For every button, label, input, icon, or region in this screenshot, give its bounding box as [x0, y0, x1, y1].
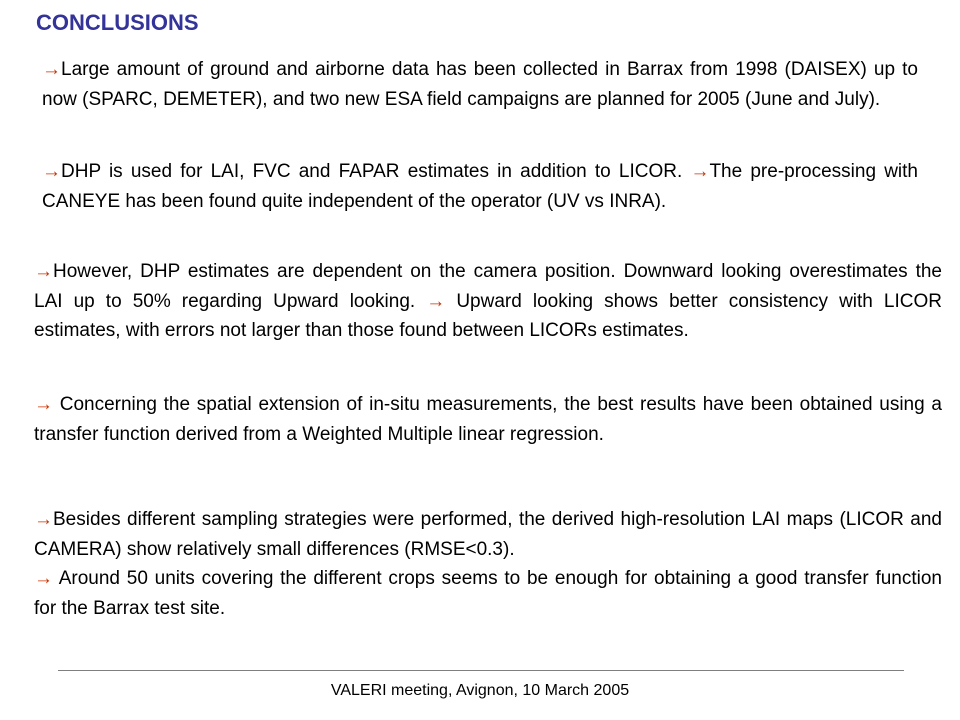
arrow-right-icon: →: [34, 261, 53, 282]
paragraph-text: Large amount of ground and airborne data has been collected in Barrax from 1998 (DAISEX) up to now (SPARC, DEMETER), and two new ESA field campaigns are planned for 2005 (June and July).: [42, 59, 918, 110]
paragraph-text: Upward looking shows better consistency with LICOR estimates, with errors not larger than those found between LICORs estimates.: [34, 290, 942, 341]
conclusion-paragraph-2: [42, 157, 918, 216]
arrow-right-icon: →: [42, 59, 61, 80]
conclusion-paragraph-3: [34, 257, 942, 346]
paragraph-text: Besides different sampling strategies were performed, the derived high-resolution LAI maps (LICOR and CAMERA) show relatively small differences (RMSE<0.3).: [34, 509, 942, 560]
conclusion-paragraph-5: [34, 505, 942, 623]
conclusion-paragraph-1: [42, 55, 918, 114]
arrow-right-icon: →: [42, 161, 61, 182]
paragraph-text: Around 50 units covering the different crops seems to be enough for obtaining a good transfer function for the Barrax test site.: [34, 568, 942, 619]
arrow-right-icon: →: [690, 161, 710, 182]
arrow-right-icon: →: [34, 394, 53, 415]
slide-title: CONCLUSIONS: [36, 10, 199, 35]
paragraph-line: [34, 564, 942, 623]
paragraph-text: The pre-processing with CANEYE has been found quite independent of the operator (UV vs INRA).: [42, 161, 918, 212]
paragraph-text: However, DHP estimates are dependent on the camera position. Downward looking overestimates the LAI up to 50% regarding Upward looking.: [34, 261, 942, 312]
footer-divider: [58, 670, 904, 671]
conclusion-paragraph-4: [34, 390, 942, 449]
arrow-right-icon: →: [34, 568, 53, 589]
paragraph-text: DHP is used for LAI, FVC and FAPAR estimates in addition to LICOR.: [61, 161, 691, 182]
footer-text: VALERI meeting, Avignon, 10 March 2005: [330, 682, 630, 699]
arrow-right-icon: →: [34, 509, 53, 530]
arrow-right-icon: →: [426, 290, 446, 312]
paragraph-text: Concerning the spatial extension of in-situ measurements, the best results have been obtained using a transfer function derived from a Weighted Multiple linear regression.: [34, 394, 942, 445]
